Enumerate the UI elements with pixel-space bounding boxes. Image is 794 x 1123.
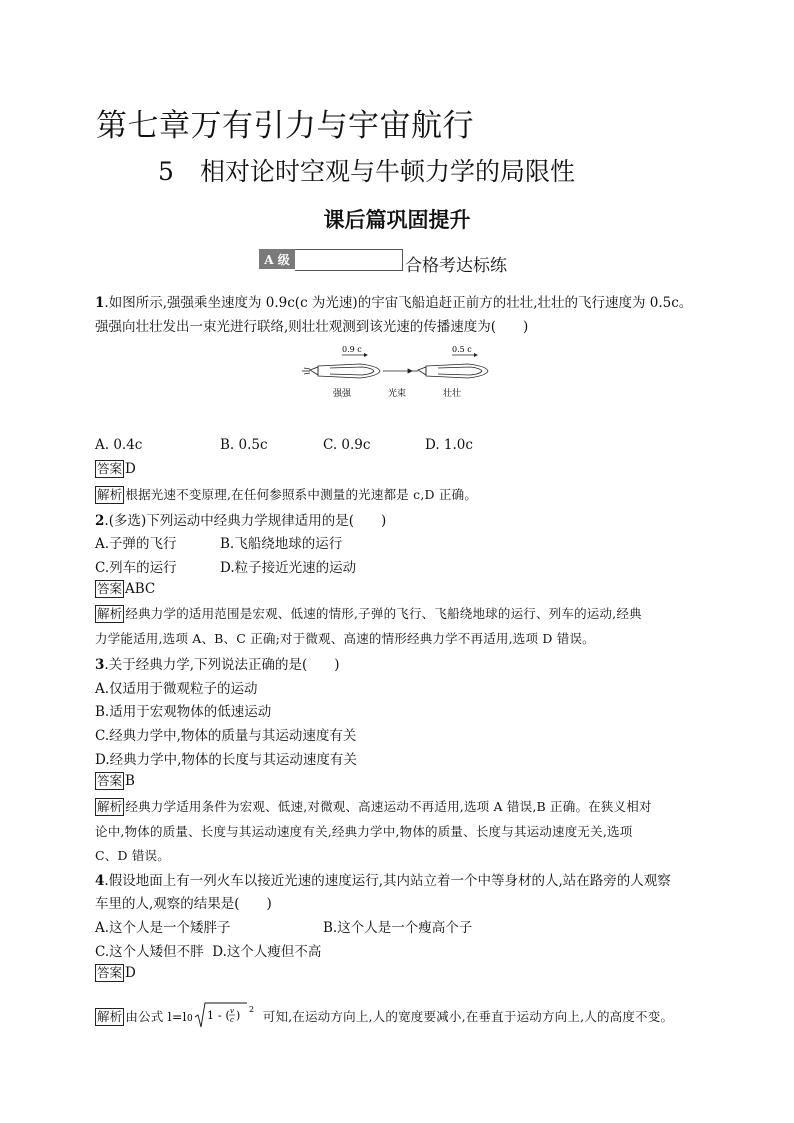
answer-tag: 答案 <box>97 581 123 596</box>
q4-option-a: A.这个人是一个矮胖子 <box>95 920 231 936</box>
svg-text:2: 2 <box>248 1005 255 1014</box>
answer-tag: 答案 <box>97 965 123 980</box>
svg-text:1 - (: 1 - ( <box>206 1009 230 1022</box>
speed-arrowhead-right <box>474 353 478 357</box>
q4-analysis <box>95 1001 673 1031</box>
section-title-text: 相对论时空观与牛顿力学的局限性 <box>200 157 576 186</box>
q1-option-d: D. 1.0c <box>425 437 473 453</box>
level-label: 合格考达标练 <box>405 256 507 276</box>
q3-option-b: B.适用于宏观物体的低速运动 <box>95 704 272 720</box>
q3-analysis-3: C、D 错误。 <box>95 848 170 863</box>
q3-analysis-1 <box>95 797 652 816</box>
q4-option-b: B.这个人是一个瘦高个子 <box>323 920 473 936</box>
q2-number: 2 <box>95 513 105 529</box>
q4-option-c: C.这个人矮但不胖 <box>95 944 204 960</box>
q1-analysis-text: 根据光速不变原理,在任何参照系中测量的光速都是 c,D 正确。 <box>125 487 478 502</box>
level-header <box>259 249 507 276</box>
analysis-tag: 解析 <box>97 1009 123 1024</box>
q1-line1 <box>95 291 692 311</box>
q3-analysis-text-1: 经典力学适用条件为宏观、低速,对微观、高速运动不再适用,选项 A 错误,B 正确。在狭义相对 <box>125 799 652 814</box>
level-badge: A 级 <box>259 249 295 269</box>
q4-number: 4 <box>95 873 105 889</box>
svg-text:0: 0 <box>186 1014 193 1024</box>
section-title <box>158 152 575 188</box>
svg-text:c: c <box>229 1016 234 1024</box>
q2-option-a: A.子弹的飞行 <box>95 536 177 552</box>
q2-option-c: C.列车的运行 <box>95 560 177 576</box>
q1-figure <box>300 340 500 402</box>
q2-stem <box>95 509 386 529</box>
svg-text:v: v <box>229 1007 234 1015</box>
q4-options-row2 <box>95 940 321 960</box>
speed-label-left: 0.9 c <box>342 345 362 354</box>
svg-text:): ) <box>235 1009 241 1022</box>
label-qiangqiang: 强强 <box>333 389 352 399</box>
analysis-tag: 解析 <box>97 606 123 621</box>
level-blank-box <box>295 249 403 271</box>
q3-option-c: C.经典力学中,物体的质量与其运动速度有关 <box>95 728 357 744</box>
q2-option-b: B.飞船绕地球的运行 <box>220 536 343 552</box>
q4-analysis-suffix: 可知,在运动方向上,人的宽度要减小,在垂直于运动方向上,人的高度不变。 <box>262 1009 674 1024</box>
q2-answer-value: ABC <box>125 581 156 597</box>
q2-answer <box>95 580 155 598</box>
answer-tag: 答案 <box>97 773 123 788</box>
q4-answer <box>95 964 136 982</box>
analysis-tag: 解析 <box>97 487 123 502</box>
q2-stem-text: .(多选)下列运动中经典力学规律适用的是( ) <box>104 513 387 529</box>
q1-option-c: C. 0.9c <box>323 437 371 453</box>
q3-stem-text: .关于经典力学,下列说法正确的是( ) <box>104 657 340 673</box>
spaceship-right <box>412 364 488 378</box>
q1-answer <box>95 460 136 478</box>
label-zhuangzhuang: 壮壮 <box>443 389 462 399</box>
page-subtitle: 课后篇巩固提升 <box>323 208 471 232</box>
q3-stem <box>95 653 340 673</box>
q2-analysis-text-1: 经典力学的适用范围是宏观、低速的情形,子弹的飞行、飞船绕地球的运行、列车的运动,经典 <box>125 606 642 621</box>
q2-analysis-1 <box>95 604 642 623</box>
section-number: 5 <box>158 157 174 186</box>
q3-answer <box>95 772 135 790</box>
q1-option-b: B. 0.5c <box>220 437 268 453</box>
light-beam <box>383 369 412 373</box>
q1-number: 1 <box>95 295 105 311</box>
q3-answer-value: B <box>125 773 135 789</box>
length-contraction-formula <box>187 1001 263 1031</box>
q3-analysis-2: 论中,物体的质量、长度与其运动速度有关,经典力学中,物体的质量、长度与其运动速度无关,选项 <box>95 824 633 839</box>
spaceship-left <box>302 364 380 378</box>
q4-option-d: D.这个人瘦但不高 <box>212 944 322 960</box>
q3-option-d: D.经典力学中,物体的长度与其运动速度有关 <box>95 752 357 768</box>
speed-label-right: 0.5 c <box>452 345 472 354</box>
q1-analysis <box>95 485 477 504</box>
q4-analysis-prefix: 由公式 l=l <box>125 1009 187 1024</box>
q4-stem-1 <box>95 869 671 889</box>
chapter-title: 第七章万有引力与宇宙航行 <box>96 108 474 144</box>
q3-number: 3 <box>95 657 105 673</box>
analysis-tag: 解析 <box>97 799 123 814</box>
answer-tag: 答案 <box>97 461 123 476</box>
q4-answer-value: D <box>125 965 136 981</box>
q2-analysis-2: 力学能适用,选项 A、B、C 正确;对于微观、高速的情形经典力学不再适用,选项 D 错误。 <box>95 631 595 646</box>
q4-stem-text-1: .假设地面上有一列火车以接近光速的速度运行,其内站立着一个中等身材的人,站在路旁的人观察 <box>104 873 671 889</box>
q1-answer-value: D <box>125 461 136 477</box>
q1-line2: 强强向壮壮发出一束光进行联络,则壮壮观测到该光速的传播速度为( ) <box>95 319 529 335</box>
label-guangshu: 光束 <box>388 389 407 399</box>
q3-option-a: A.仅适用于微观粒子的运动 <box>95 681 258 697</box>
speed-arrowhead-left <box>364 353 368 357</box>
q1-option-a: A. 0.4c <box>95 437 143 453</box>
q2-option-d: D.粒子接近光速的运动 <box>220 560 357 576</box>
q1-stem-1: .如图所示,强强乘坐速度为 0.9c(c 为光速)的宇宙飞船追赶正前方的壮壮,壮壮的飞行速度为 0.5c。 <box>104 295 693 311</box>
q4-stem-2: 车里的人,观察的结果是( ) <box>95 896 272 912</box>
